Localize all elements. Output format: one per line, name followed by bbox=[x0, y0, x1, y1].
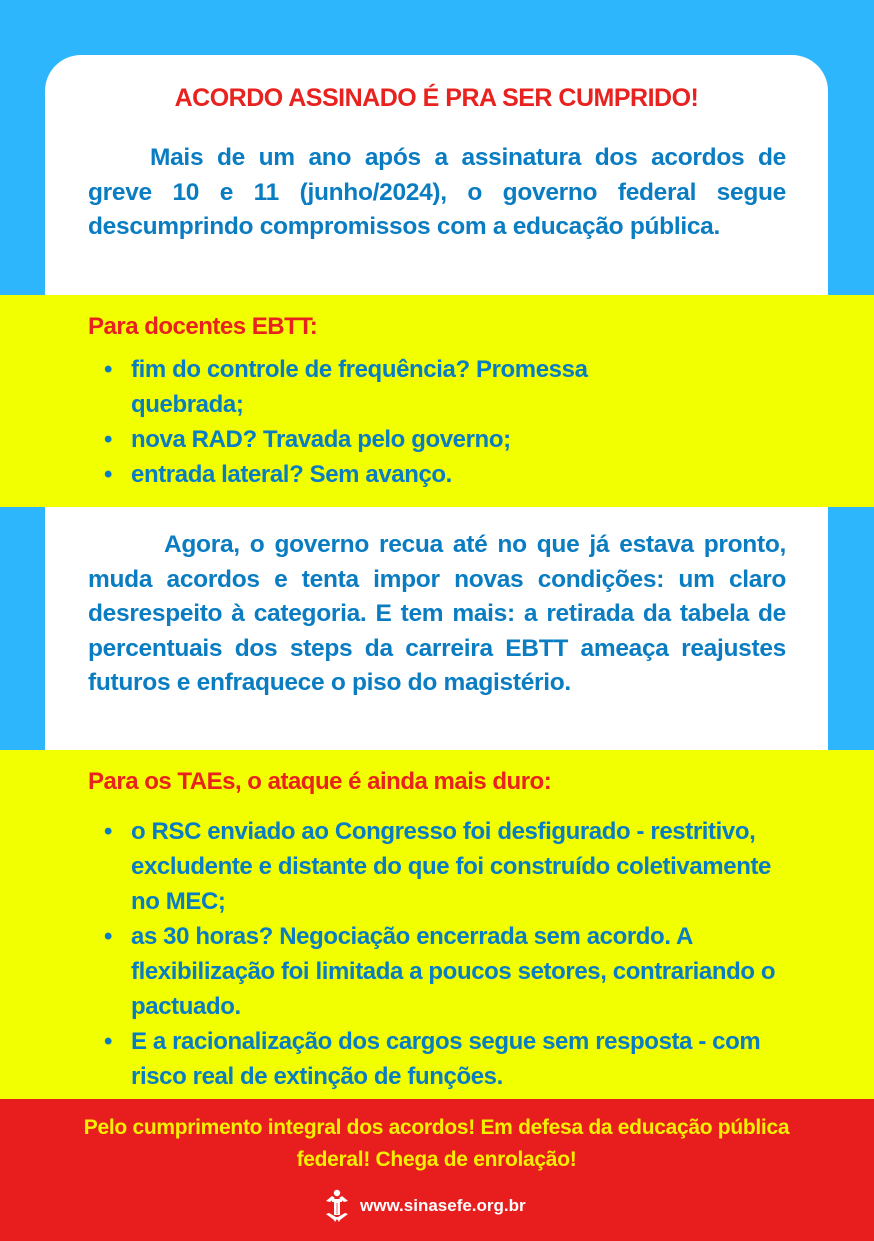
list-item-text: entrada lateral? Sem avanço. bbox=[131, 461, 452, 488]
docentes-heading: Para docentes EBTT: bbox=[88, 313, 318, 340]
list-item-text: as 30 horas? Negociação encerrada sem acordo. A flexibilização foi limitada a poucos setores, contrariando o pactuado. bbox=[131, 923, 776, 1020]
sinasefe-logo-icon bbox=[322, 1189, 352, 1223]
list-item-text: fim do controle de frequência? Promessa quebrada; bbox=[131, 356, 588, 418]
page-title: ACORDO ASSINADO É PRA SER CUMPRIDO! bbox=[174, 84, 699, 112]
taes-heading: Para os TAEs, o ataque é ainda mais duro: bbox=[88, 768, 552, 795]
list-item-text: nova RAD? Travada pelo governo; bbox=[131, 426, 511, 453]
list-item bbox=[100, 1024, 800, 1094]
intro-paragraph: Mais de um ano após a assinatura dos acordos de greve 10 e 11 (junho/2024), o governo federal segue descumprindo compromissos com a educação pública. bbox=[88, 144, 786, 240]
list-item bbox=[100, 814, 800, 919]
website-url: www.sinasefe.org.br bbox=[360, 1196, 526, 1215]
docentes-list bbox=[100, 352, 700, 492]
list-item bbox=[100, 919, 800, 1024]
list-item bbox=[100, 457, 700, 492]
footer-slogan: Pelo cumprimento integral dos acordos! Em defesa da educação pública federal! Chega de enrolação! bbox=[83, 1116, 790, 1171]
list-item-text: o RSC enviado ao Congresso foi desfigurado - restritivo, excludente e distante do que foi construído coletivamente no MEC; bbox=[131, 818, 771, 915]
bullet-icon: • bbox=[104, 461, 113, 488]
bullet-icon: • bbox=[104, 923, 113, 950]
bullet-icon: • bbox=[104, 818, 113, 845]
bullet-icon: • bbox=[104, 356, 113, 383]
list-item bbox=[100, 422, 700, 457]
taes-list bbox=[100, 814, 800, 1094]
website-link[interactable] bbox=[322, 1189, 526, 1223]
bullet-icon: • bbox=[104, 426, 113, 453]
middle-paragraph: Agora, o governo recua até no que já estava pronto, muda acordos e tenta impor novas condições: um claro desrespeito à categoria. E tem mais: a retirada da tabela de percentuais dos steps da carreira EBTT ameaça reajustes futuros e enfraquece o piso do magistério. bbox=[88, 531, 786, 696]
list-item bbox=[100, 352, 700, 422]
list-item-text: E a racionalização dos cargos segue sem resposta - com risco real de extinção de funções. bbox=[131, 1028, 761, 1090]
bullet-icon: • bbox=[104, 1028, 113, 1055]
